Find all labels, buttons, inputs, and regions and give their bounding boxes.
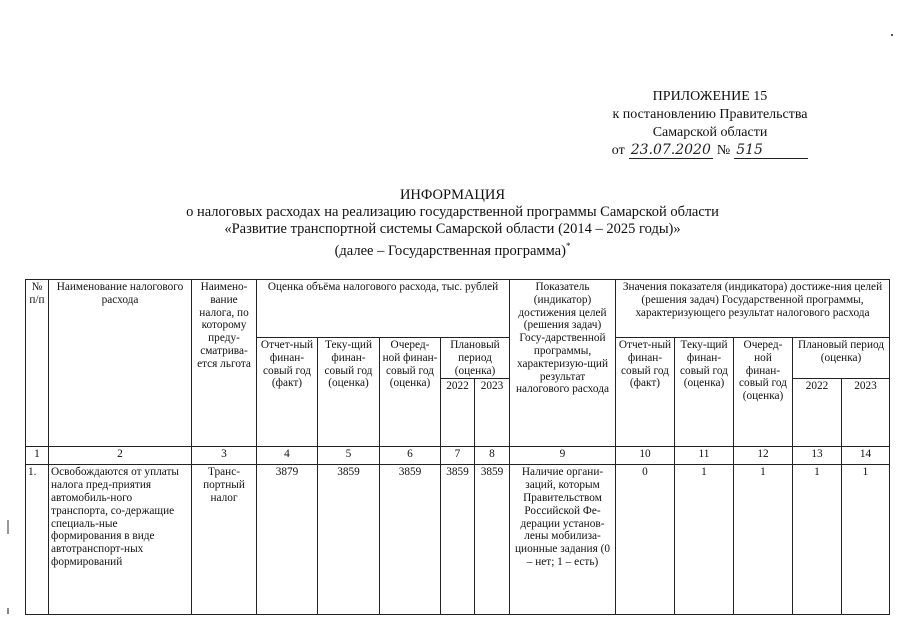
header-indicator: Показатель (индикатор) достижения целей (решения задач) Госу-дарственной программы, характеризую-щий результат налогового расхода [510,280,616,447]
column-number: 10 [616,447,675,465]
column-number: 1 [26,447,49,465]
table-row [26,465,890,615]
column-number: 2 [49,447,192,465]
header-y2022: 2022 [441,379,475,447]
title-line-4-text: (далее – Государственная программа) [334,242,566,259]
row-expense-name: Освобождаются от уплаты налога пред-приятия автомобиль-ного транспорта, со-держащие специаль-ные формирования в виде автотранспорт-ных формирований [49,465,192,615]
column-number-row [26,447,890,465]
row-report-year: 3879 [257,465,318,615]
handwritten-date: 23.07.2020 [630,142,711,158]
header-next-year: Очеред-ной финан-совый год (оценка) [380,338,441,447]
column-number: 6 [380,447,441,465]
footnote-mark: * [565,241,571,251]
header-v-y2022: 2022 [793,379,842,447]
row-num: 1. [26,465,49,615]
header-estimate-group: Оценка объёма налогового расхода, тыс. рублей [257,280,510,338]
column-number: 5 [318,447,380,465]
header-expense-name: Наименование налогового расхода [49,280,192,447]
scan-speck [7,608,9,614]
row-tax-name: Транс-портный налог [192,465,257,615]
column-number: 3 [192,447,257,465]
header-y2023: 2023 [475,379,510,447]
header-plan-period: Плановый период (оценка) [441,338,510,379]
header-v-plan-period: Плановый период (оценка) [793,338,890,379]
header-row-1 [26,280,890,338]
title-line-2: о налоговых расходах на реализацию государственной программы Самарской области [186,204,719,220]
row-v-current-year: 1 [675,465,734,615]
column-number: 4 [257,447,318,465]
column-number: 11 [675,447,734,465]
header-v-current-year: Теку-щий финан-совый год (оценка) [675,338,734,447]
header-values-group: Значения показателя (индикатора) достиже-ния целей (решения задач) Государственной программы, характеризующего результат налогового расхода [616,280,890,338]
from-label: от [611,143,625,158]
row-v-next-year: 1 [734,465,793,615]
row-next-year: 3859 [380,465,441,615]
row-indicator: Наличие органи-заций, которым Правительством Российской Фе-дерации установ-лены мобилиза-ционные задания (0 – нет; 1 – есть) [510,465,616,615]
appendix-line-2: Самарской области [652,125,768,140]
header-v-report-year: Отчет-ный финан-совый год (факт) [616,338,675,447]
header-v-next-year: Очеред-ной финан-совый год (оценка) [734,338,793,447]
header-current-year: Теку-щий финан-совый год (оценка) [318,338,380,447]
title-line-3: «Развитие транспортной системы Самарской области (2014 – 2025 годы)» [224,221,681,237]
column-number: 7 [441,447,475,465]
scan-speck [891,34,893,36]
column-number: 9 [510,447,616,465]
header-num: № п/п [26,280,49,447]
handwritten-number: 515 [734,142,808,159]
appendix-heading: ПРИЛОЖЕНИЕ 15 [652,89,768,104]
appendix-line-1: к постановлению Правительства [612,107,808,122]
title-line-1: ИНФОРМАЦИЯ [399,187,506,203]
document-title [0,187,905,260]
column-number: 12 [734,447,793,465]
scan-speck [7,520,9,534]
number-label: № [716,143,731,158]
header-report-year: Отчет-ный финан-совый год (факт) [257,338,318,447]
title-line-4 [0,238,905,260]
appendix-block [595,88,825,160]
row-current-year: 3859 [318,465,380,615]
header-tax-name: Наимено-вание налога, по которому преду-сматрива-ется льгота [192,280,257,447]
row-y2023: 3859 [475,465,510,615]
row-v-report-year: 0 [616,465,675,615]
column-number: 8 [475,447,510,465]
column-number: 14 [842,447,890,465]
row-v-y2022: 1 [793,465,842,615]
row-y2022: 3859 [441,465,475,615]
column-number: 13 [793,447,842,465]
row-v-y2023: 1 [842,465,890,615]
header-v-y2023: 2023 [842,379,890,447]
decree-reference [595,142,825,160]
tax-expense-table [25,279,890,615]
